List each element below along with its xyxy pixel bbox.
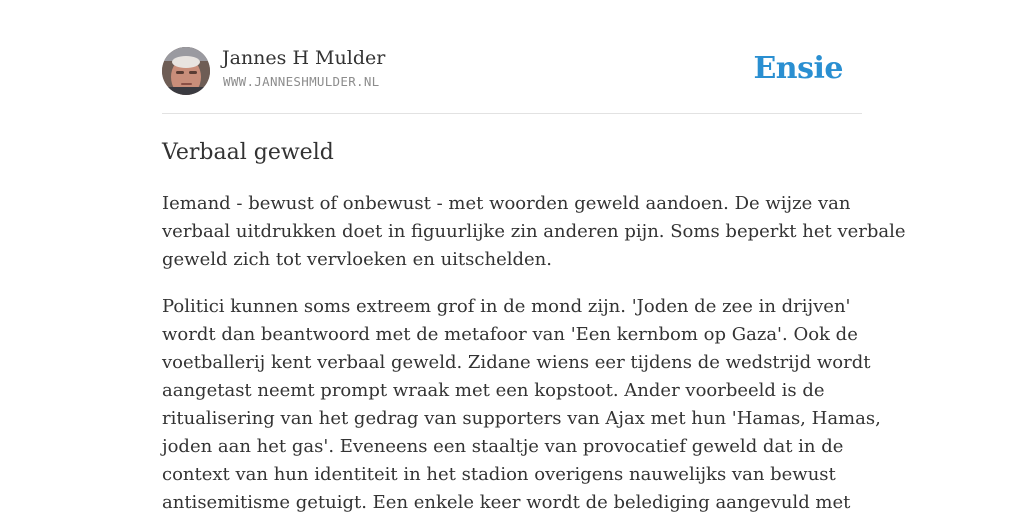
article-title: Verbaal geweld bbox=[162, 140, 334, 165]
text-line: Politici kunnen soms extreem grof in de mond zijn. 'Joden de zee in drijven' bbox=[162, 296, 851, 317]
paragraph-2 bbox=[162, 293, 881, 512]
article-body bbox=[162, 190, 906, 512]
author-name[interactable]: Jannes H Mulder bbox=[222, 47, 386, 69]
author-avatar[interactable] bbox=[162, 47, 210, 95]
text-line: antisemitisme getuigt. Een enkele keer wordt de belediging aangevuld met bbox=[162, 492, 851, 512]
text-line: context van hun identiteit in het stadion overigens nauwelijks van bewust bbox=[162, 464, 836, 485]
definition-card bbox=[162, 0, 906, 512]
author-website-link[interactable]: WWW.JANNESHMULDER.NL bbox=[223, 74, 380, 89]
text-line: geweld zich tot vervloeken en uitschelden. bbox=[162, 249, 552, 270]
text-line: joden aan het gas'. Eveneens een staaltje van provocatief geweld dat in de bbox=[162, 436, 844, 457]
card-header bbox=[162, 0, 862, 114]
text-line: ritualisering van het gedrag van supporters van Ajax met hun 'Hamas, Hamas, bbox=[162, 408, 881, 429]
text-line: wordt dan beantwoord met de metafoor van 'Een kernbom op Gaza'. Ook de bbox=[162, 324, 858, 345]
text-line: Iemand - bewust of onbewust - met woorden geweld aandoen. De wijze van bbox=[162, 193, 851, 214]
paragraph-1 bbox=[162, 190, 906, 274]
author-photo bbox=[162, 47, 210, 95]
text-line: verbaal uitdrukken doet in figuurlijke zin anderen pijn. Soms beperkt het verbale bbox=[162, 221, 906, 242]
ensie-logo[interactable]: Ensie bbox=[753, 51, 843, 86]
text-line: aangetast neemt prompt wraak met een kopstoot. Ander voorbeeld is de bbox=[162, 380, 825, 401]
text-line: voetballerij kent verbaal geweld. Zidane wiens eer tijdens de wedstrijd wordt bbox=[162, 352, 871, 373]
